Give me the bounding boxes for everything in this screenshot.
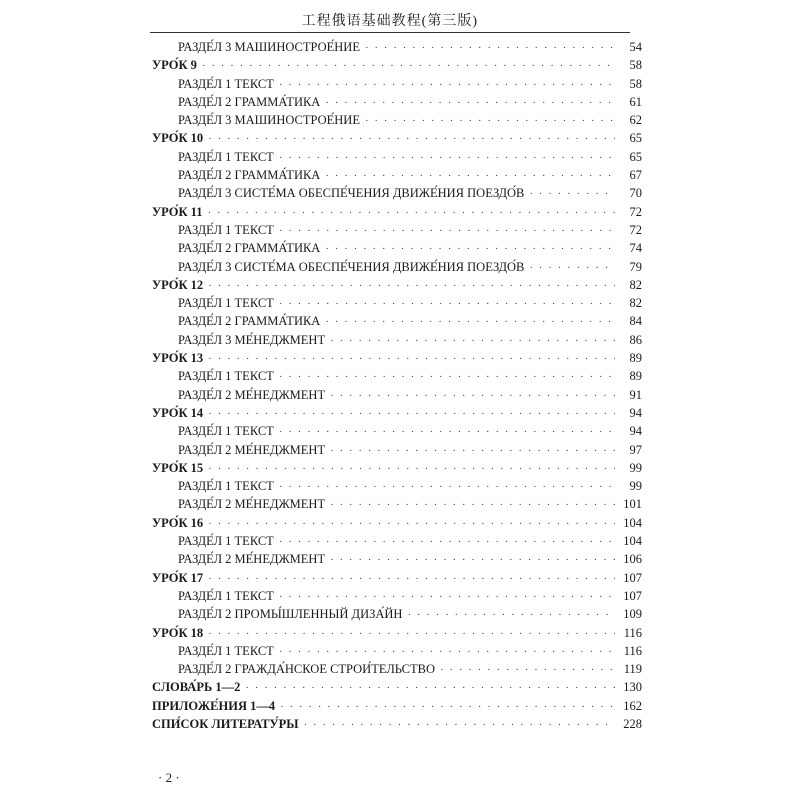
dot-leader (279, 591, 615, 603)
dot-leader (529, 262, 615, 274)
toc-entry-page: 107 (623, 570, 642, 585)
dot-leader (208, 573, 615, 585)
toc-entry-lesson[interactable] (152, 278, 642, 296)
dot-leader (304, 719, 615, 731)
toc-entry-page: 107 (623, 588, 642, 603)
dot-leader (279, 646, 615, 658)
toc-entry-page: 72 (629, 222, 642, 237)
toc-entry-label: РАЗДЕ́Л 2 МЕ́НЕДЖМЕНТ (178, 387, 326, 402)
toc-entry-page: 74 (629, 241, 642, 256)
toc-entry-page: 54 (629, 40, 642, 54)
toc-entry-label: РАЗДЕ́Л 1 ТЕКСТ (178, 588, 274, 603)
toc-entry-label: РАЗДЕ́Л 3 МАШИНОСТРОЕ́НИЕ (178, 113, 360, 128)
toc-entry-label: РАЗДЕ́Л 3 СИСТЕ́МА ОБЕСПЕ́ЧЕНИЯ ДВИЖЕ́НИЯ ПОЕЗДО́В (178, 259, 525, 274)
toc-entry-section[interactable] (152, 314, 642, 332)
toc-entry-page: 91 (629, 387, 642, 402)
toc-entry-label: РАЗДЕ́Л 1 ТЕКСТ (178, 479, 274, 494)
dot-leader (279, 298, 615, 310)
dot-leader (279, 536, 615, 548)
dot-leader (208, 463, 615, 475)
dot-leader (325, 243, 615, 255)
toc-entry-page: 58 (629, 58, 642, 73)
toc-entry-label: УРО́К 12 (152, 277, 204, 292)
toc-entry-label: РАЗДЕ́Л 3 МАШИНОСТРОЕ́НИЕ (178, 40, 360, 54)
toc-entry-label: РАЗДЕ́Л 1 ТЕКСТ (178, 534, 274, 549)
dot-leader (365, 115, 615, 127)
toc-entry-page: 104 (623, 515, 642, 530)
dot-leader (330, 390, 615, 402)
toc-entry-page: 82 (629, 277, 642, 292)
toc-entry-label: РАЗДЕ́Л 2 МЕ́НЕДЖМЕНТ (178, 497, 326, 512)
toc-entry-section[interactable] (152, 424, 642, 442)
toc-entry-lesson[interactable] (152, 516, 642, 534)
toc-entry-page: 228 (623, 716, 642, 731)
dot-leader (407, 609, 615, 621)
toc-entry-page: 104 (623, 534, 642, 549)
toc-entry-label: РАЗДЕ́Л 2 ГРАЖДА́НСКОЕ СТРОИ́ТЕЛЬСТВО (178, 662, 436, 677)
toc-entry-section[interactable] (152, 552, 642, 570)
dot-leader (208, 408, 615, 420)
toc-entry-label: УРО́К 11 (152, 204, 203, 219)
toc-entry-page: 101 (623, 497, 642, 512)
dot-leader (330, 499, 615, 511)
toc-entry-section[interactable] (152, 443, 642, 461)
toc-entry-label: СЛОВА́РЬ 1—2 (152, 680, 241, 695)
toc-entry-lesson[interactable] (152, 351, 642, 369)
toc-entry-section[interactable] (152, 260, 642, 278)
toc-entry-label: УРО́К 14 (152, 405, 204, 420)
toc-entry-page: 61 (629, 94, 642, 109)
toc-entry-label: УРО́К 16 (152, 515, 204, 530)
toc-entry-page: 58 (629, 76, 642, 91)
dot-leader (279, 79, 615, 91)
toc-entry-label: ПРИЛОЖЕ́НИЯ 1—4 (152, 698, 276, 713)
dot-leader (208, 353, 615, 365)
toc-entry-section[interactable] (152, 186, 642, 204)
toc-entry-label: УРО́К 17 (152, 570, 204, 585)
toc-entry-label: РАЗДЕ́Л 1 ТЕКСТ (178, 76, 274, 91)
toc-entry-section[interactable] (152, 607, 642, 625)
toc-entry-lesson[interactable] (152, 699, 642, 717)
toc-entry-label: РАЗДЕ́Л 1 ТЕКСТ (178, 222, 274, 237)
toc-entry-page: 89 (629, 369, 642, 384)
toc-entry-page: 70 (629, 186, 642, 201)
dot-leader (208, 280, 615, 292)
toc-entry-lesson[interactable] (152, 58, 642, 76)
toc-entry-section[interactable] (152, 113, 642, 131)
toc-entry-label: РАЗДЕ́Л 1 ТЕКСТ (178, 369, 274, 384)
dot-leader (207, 207, 615, 219)
toc-entry-lesson[interactable] (152, 717, 642, 735)
toc-entry-page: 67 (629, 168, 642, 183)
dot-leader (330, 445, 615, 457)
toc-entry-page: 97 (629, 442, 642, 457)
toc-entry-section[interactable] (152, 333, 642, 351)
toc-entry-page: 86 (629, 332, 642, 347)
toc-entry-label: РАЗДЕ́Л 2 ГРАММА́ТИКА (178, 168, 321, 183)
dot-leader (279, 371, 615, 383)
toc-entry-page: 109 (623, 607, 642, 622)
toc-entry-page: 65 (629, 131, 642, 146)
toc-entry-label: УРО́К 18 (152, 625, 204, 640)
dot-leader (325, 170, 615, 182)
toc-entry-section[interactable] (152, 95, 642, 113)
toc-entry-section[interactable] (152, 644, 642, 662)
toc-entry-section[interactable] (152, 662, 642, 680)
toc-entry-label: РАЗДЕ́Л 2 ГРАММА́ТИКА (178, 241, 321, 256)
dot-leader (529, 188, 615, 200)
toc-entry-label: РАЗДЕ́Л 3 МЕ́НЕДЖМЕНТ (178, 332, 326, 347)
toc-entry-section[interactable] (152, 223, 642, 241)
toc-entry-section[interactable] (152, 534, 642, 552)
toc-entry-page: 116 (623, 625, 642, 640)
toc-entry-label: РАЗДЕ́Л 2 ГРАММА́ТИКА (178, 94, 321, 109)
toc-entry-page: 130 (623, 680, 642, 695)
toc-entry-lesson[interactable] (152, 406, 642, 424)
dot-leader (325, 97, 615, 109)
toc-entry-label: УРО́К 15 (152, 460, 204, 475)
dot-leader (279, 152, 615, 164)
toc-entry-page: 94 (629, 424, 642, 439)
toc-entry-page: 162 (623, 698, 642, 713)
toc-entry-page: 65 (629, 149, 642, 164)
dot-leader (245, 682, 615, 694)
toc-entry-lesson[interactable] (152, 461, 642, 479)
page-number: · 2 · (158, 770, 180, 785)
toc-entry-section[interactable] (152, 388, 642, 406)
toc-entry-label: УРО́К 13 (152, 351, 204, 366)
toc-entry-page: 106 (623, 552, 642, 567)
toc-entry-label: РАЗДЕ́Л 3 СИСТЕ́МА ОБЕСПЕ́ЧЕНИЯ ДВИЖЕ́НИЯ ПОЕЗДО́В (178, 186, 525, 201)
toc-entry-label: РАЗДЕ́Л 1 ТЕКСТ (178, 149, 274, 164)
toc-entry-section[interactable] (152, 296, 642, 314)
toc-entry-label: СПИ́СОК ЛИТЕРАТУ́РЫ (152, 716, 299, 731)
toc-entry-section[interactable] (152, 168, 642, 186)
table-of-contents (152, 40, 642, 735)
toc-entry-section[interactable] (152, 369, 642, 387)
toc-entry-page: 84 (629, 314, 642, 329)
toc-entry-label: УРО́К 9 (152, 58, 197, 73)
dot-leader (208, 518, 615, 530)
toc-entry-lesson[interactable] (152, 680, 642, 698)
toc-entry-page: 119 (623, 662, 642, 677)
toc-entry-section[interactable] (152, 479, 642, 497)
toc-entry-label: РАЗДЕ́Л 2 ПРОМЫ́ШЛЕННЫЙ ДИЗА́ЙН (178, 607, 403, 622)
dot-leader (440, 664, 615, 676)
dot-leader (325, 316, 615, 328)
toc-entry-label: РАЗДЕ́Л 2 МЕ́НЕДЖМЕНТ (178, 552, 326, 567)
toc-entry-page: 79 (629, 259, 642, 274)
toc-entry-page: 94 (629, 405, 642, 420)
toc-entry-section[interactable] (152, 589, 642, 607)
toc-entry-lesson[interactable] (152, 626, 642, 644)
toc-entry-label: УРО́К 10 (152, 131, 204, 146)
toc-entry-label: РАЗДЕ́Л 2 ГРАММА́ТИКА (178, 314, 321, 329)
page-header (150, 4, 630, 33)
toc-entry-page: 99 (629, 460, 642, 475)
dot-leader (279, 481, 615, 493)
dot-leader (330, 554, 615, 566)
toc-entry-section[interactable] (152, 150, 642, 168)
toc-entry-section[interactable] (152, 40, 642, 58)
dot-leader (279, 225, 615, 237)
toc-entry-label: РАЗДЕ́Л 1 ТЕКСТ (178, 424, 274, 439)
dot-leader (279, 426, 615, 438)
toc-entry-page: 82 (629, 296, 642, 311)
dot-leader (202, 60, 615, 72)
dot-leader (330, 335, 615, 347)
toc-entry-section[interactable] (152, 77, 642, 95)
toc-entry-label: РАЗДЕ́Л 2 МЕ́НЕДЖМЕНТ (178, 442, 326, 457)
toc-entry-page: 89 (629, 351, 642, 366)
toc-entry-section[interactable] (152, 241, 642, 259)
toc-entry-label: РАЗДЕ́Л 1 ТЕКСТ (178, 296, 274, 311)
dot-leader (280, 701, 615, 713)
dot-leader (208, 628, 615, 640)
toc-entry-lesson[interactable] (152, 131, 642, 149)
dot-leader (208, 133, 615, 145)
toc-entry-lesson[interactable] (152, 205, 642, 223)
toc-entry-page: 62 (629, 113, 642, 128)
toc-entry-page: 116 (623, 643, 642, 658)
book-title: 工程俄语基础教程(第三版) (301, 14, 478, 29)
dot-leader (365, 42, 615, 54)
toc-entry-page: 99 (629, 479, 642, 494)
toc-entry-label: РАЗДЕ́Л 1 ТЕКСТ (178, 643, 274, 658)
toc-entry-lesson[interactable] (152, 571, 642, 589)
toc-entry-page: 72 (629, 204, 642, 219)
toc-entry-section[interactable] (152, 497, 642, 515)
